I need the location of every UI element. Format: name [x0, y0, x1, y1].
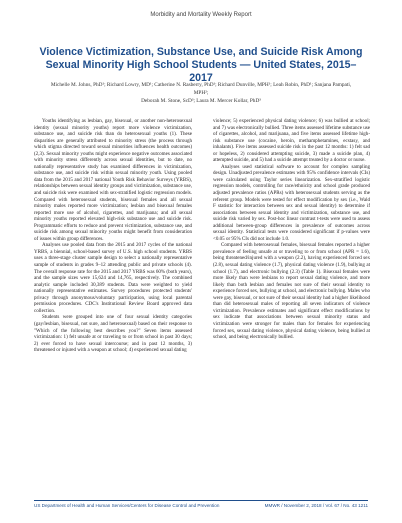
- footer-divider: [34, 500, 368, 501]
- paragraph: Youths identifying as lesbian, gay, bisexual, or another non-heterosexual identity (sexual minority youths) report more violence victimization, substance use, and suicide risk than do heterosexual youths (1). These disparities are generally attributed to minority stress (the process through which stigma directed toward sexual minorities influences health outcomes) (2,3). Sexual minority youths might experience negative outcomes associated with minority stress differently across sexual identities, but to date, no nationally representative study has examined differences in victimization, substance use, and suicide risk within sexual minority youth. Using pooled data from the 2015 and 2017 national Youth Risk Behavior Surveys (YRBS), relationships between sexual identity groups and victimization, substance use, and suicide risk were examined with sex-stratified logistic regression models. Compared with heterosexual students, bisexual females and all sexual minority males reported more victimization; lesbian and bisexual females reported more use of alcohol, cigarettes, and marijuana; and all sexual minority youths reported elevated high-risk substance use and suicide risk. Programmatic efforts to reduce and prevent victimization, substance use, and suicide risk among sexual minority youths might benefit from consideration of issues within group differences.: [34, 118, 192, 242]
- author-line: Michelle M. Johns, PhD¹; Richard Lowry, MD¹; Catherine N. Rasberry, PhD¹; Richard Dunville, MPH¹; Leah Robin, PhD¹; Sanjana Pampati, MPH²;: [50, 82, 352, 96]
- article-title: Violence Victimization, Substance Use, and Suicide Risk Among Sexual Minority High School Students — United States, 2015–2017: [39, 46, 363, 84]
- author-list: [50, 82, 352, 105]
- paragraph: Analyses use pooled data from the 2015 and 2017 cycles of the national YRBS, a biennial, school-based survey of U.S. high school students. YRBS uses a three-stage cluster sample design to select a nationally representative sample of students in grades 9–12 attending public and private schools (4). The overall response rate for the 2015 and 2017 YRBS was 60% (both years), and the sample sizes were 15,624 and 14,765, respectively. The combined analytic sample included 30,389 students. Data were weighted to yield nationally representative estimates. Survey procedures protected students' privacy through anonymous/voluntary participation, using local parental permission procedures. CDC's Institutional Review Board approved data collection.: [34, 242, 192, 314]
- author-line: Deborah M. Stone, ScD³; Laura M. Mercer Kollar, PhD³: [141, 97, 261, 104]
- paragraph: violence; 5) experienced physical dating violence; 6) was bullied at school; and 7) was electronically bullied. Three items assessed lifetime substance use of cigarettes, alcohol, and marijuana, and five items assessed lifetime high-risk substance use (cocaine, heroin, methamphetamines, ecstasy, and inhalants). Five items assessed suicide risk in the past 12 months: 1) felt sad or hopeless, 2) considered attempting suicide, 3) made a suicide plan, 4) attempted suicide, and 5) had a suicide attempt treated by a doctor or nurse.: [213, 118, 370, 164]
- paragraph: Analyses used statistical software to account for complex sampling design. Unadjusted prevalence estimates with 95% confidence intervals (CIs) were calculated using Taylor series linearization. Sex-stratified logistic regression models, controlling for race/ethnicity and school grade produced adjusted prevalence ratios (APRs) with heterosexual students serving as the referent group. Models were tested for effect modification by sex (i.e., Wald F statistic for interaction between sex and sexual identity) to determine if associations between sexual identity and victimization, substance use, and suicide risk varied by sex. Post-hoc linear contrast t-tests were used to assess additional between-group differences in prevalence of outcomes across sexual identity. Statistical tests were considered significant if p-values were <0.05 or 95% CIs did not include 1.0.: [213, 163, 370, 242]
- footer-issue-info: MMWR / November 2, 2018 / Vol. 67 / No. 43 1211: [264, 503, 368, 508]
- body-column-left: [34, 118, 192, 518]
- footer-publisher: US Department of Health and Human Services/Centers for Disease Control and Prevention: [34, 503, 220, 508]
- paragraph: Compared with heterosexual females, bisexual females reported a higher prevalence of feeling unsafe at or traveling to or from school (APR = 1.6), being threatened/injured with a weapon (2.2), having experienced forced sex (2.8), sexual dating violence (1.7), physical dating violence (1.9), bullying at school (1.7), and electronic bullying (2.3) (Table 1). Bisexual females were more likely than were lesbians to report sexual dating violence, and more likely than both lesbian and females not sure of their sexual identity to experience forced sex, bullying at school, and electronic bullying. Males who were gay, bisexual, or not sure of their sexual identity had a higher likelihood than did heterosexual males of reporting all seven indicators of violence victimization. Prevalence estimates and significant effect modifications by sex indicate that associations between sexual minority status and victimization were stronger for males than for females for experiencing forced sex, sexual dating violence, physical dating violence, being bullied at school, and being electronically bullied.: [213, 242, 370, 341]
- paragraph: Students were grouped into one of four sexual identity categories (gay/lesbian, bisexual, not sure, and heterosexual) based on their response to "Which of the following best describes you?" Seven items assessed victimization: 1) felt unsafe at or traveling to or from school in past 30 days; 2) ever forced to have sexual intercourse; and in past 12 months, 3) threatened or injured with a weapon at school; 4) experienced sexual dating: [34, 314, 192, 354]
- body-column-right: [213, 118, 370, 518]
- masthead: Morbidity and Mortality Weekly Report: [150, 12, 252, 18]
